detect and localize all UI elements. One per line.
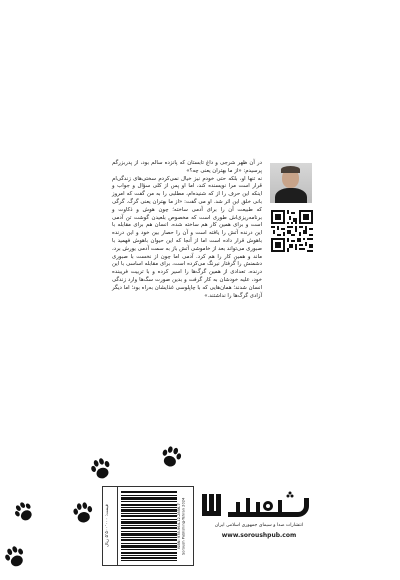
author-photo-body	[275, 188, 307, 203]
publisher-logo	[200, 488, 318, 546]
back-cover-blurb	[112, 160, 262, 300]
imprint-line: Soroush Publishing-Tehran 2024	[181, 497, 186, 555]
publisher-website: www.soroushpub.com	[221, 532, 297, 539]
barcode-block	[102, 486, 194, 566]
isbn-line: ISBN: 978-964-12-2856-7	[177, 503, 181, 549]
isbn-text	[177, 487, 191, 565]
paw-print-icon	[2, 544, 28, 570]
paw-print-icon	[70, 500, 96, 526]
publisher-tagline: انتشارات صدا و سیمای جمهوری اسلامی ایران	[214, 523, 304, 528]
paw-print-icon	[12, 500, 36, 524]
qr-code	[271, 210, 313, 252]
author-photo-hair	[281, 166, 300, 173]
paw-print-icon	[88, 456, 114, 482]
blurb-paragraph: نه تنها او، بلکه حتی خودم نیز خیال نمی‌کردم سختی‌های زندگی‌ام قرار است مرا نویسنده کند، اما او پس از کلی سؤال و جواب و اینکه این حرف را از که شنیده‌ام، مطلبی را به من گفت که امروز بانی خلق این اثر شد. او می گفت: «از ما بهتران یعنی گرگ. گرگی که طبیعت آن را برای آدمی ساخته؛ چون هوش و ذکاوت و برنامه‌ریزی‌اش طوری است که مخصوص بلعیدن گوشت تن آدمی است و برای همین کار هم ساخته شده. انسان هم برای مقابله با این درنده آتش را یافته است و آن را حصار بین خود و این درنده باهوش قرار داده است اما از آنجا که این حیوان باهوش فهمید با صبوری می‌تواند بعد از خاموشی آتش باز به سمت آدمی یورش برد، ماند و همین کار را هم کرد. آدمی اما چون از نخست با صبوری دشمنش را گرفتار نیرنگ می‌کرده است، برای مقابله اساسی با این درنده، تعدادی از همین گرگ‌ها را اسیر کرده و با تربیت فریبنده خود، علیه خودشان به کار گرفت و بدین صورت سگ‌ها وارد زندگی انسان شدند؛ همان‌هایی که با چاپلوسی غذایشان به‌راه بود؛ اما دیگر آزادی گرگ‌ها را نداشتند.»	[112, 175, 262, 299]
soroush-logo-icon	[200, 488, 318, 522]
price-label: قیمت: ۵٬۵۰۰٬۰۰۰ ریال	[105, 487, 118, 565]
paw-print-icon	[158, 444, 184, 470]
blurb-paragraph: در آن ظهر شرجی و داغ تابستان که پانزده سالم بود، از پدربزرگم پرسیدم: «از ما بهتران یعنی چه؟»	[112, 160, 262, 174]
author-photo	[270, 163, 312, 203]
barcode-icon	[121, 491, 177, 561]
